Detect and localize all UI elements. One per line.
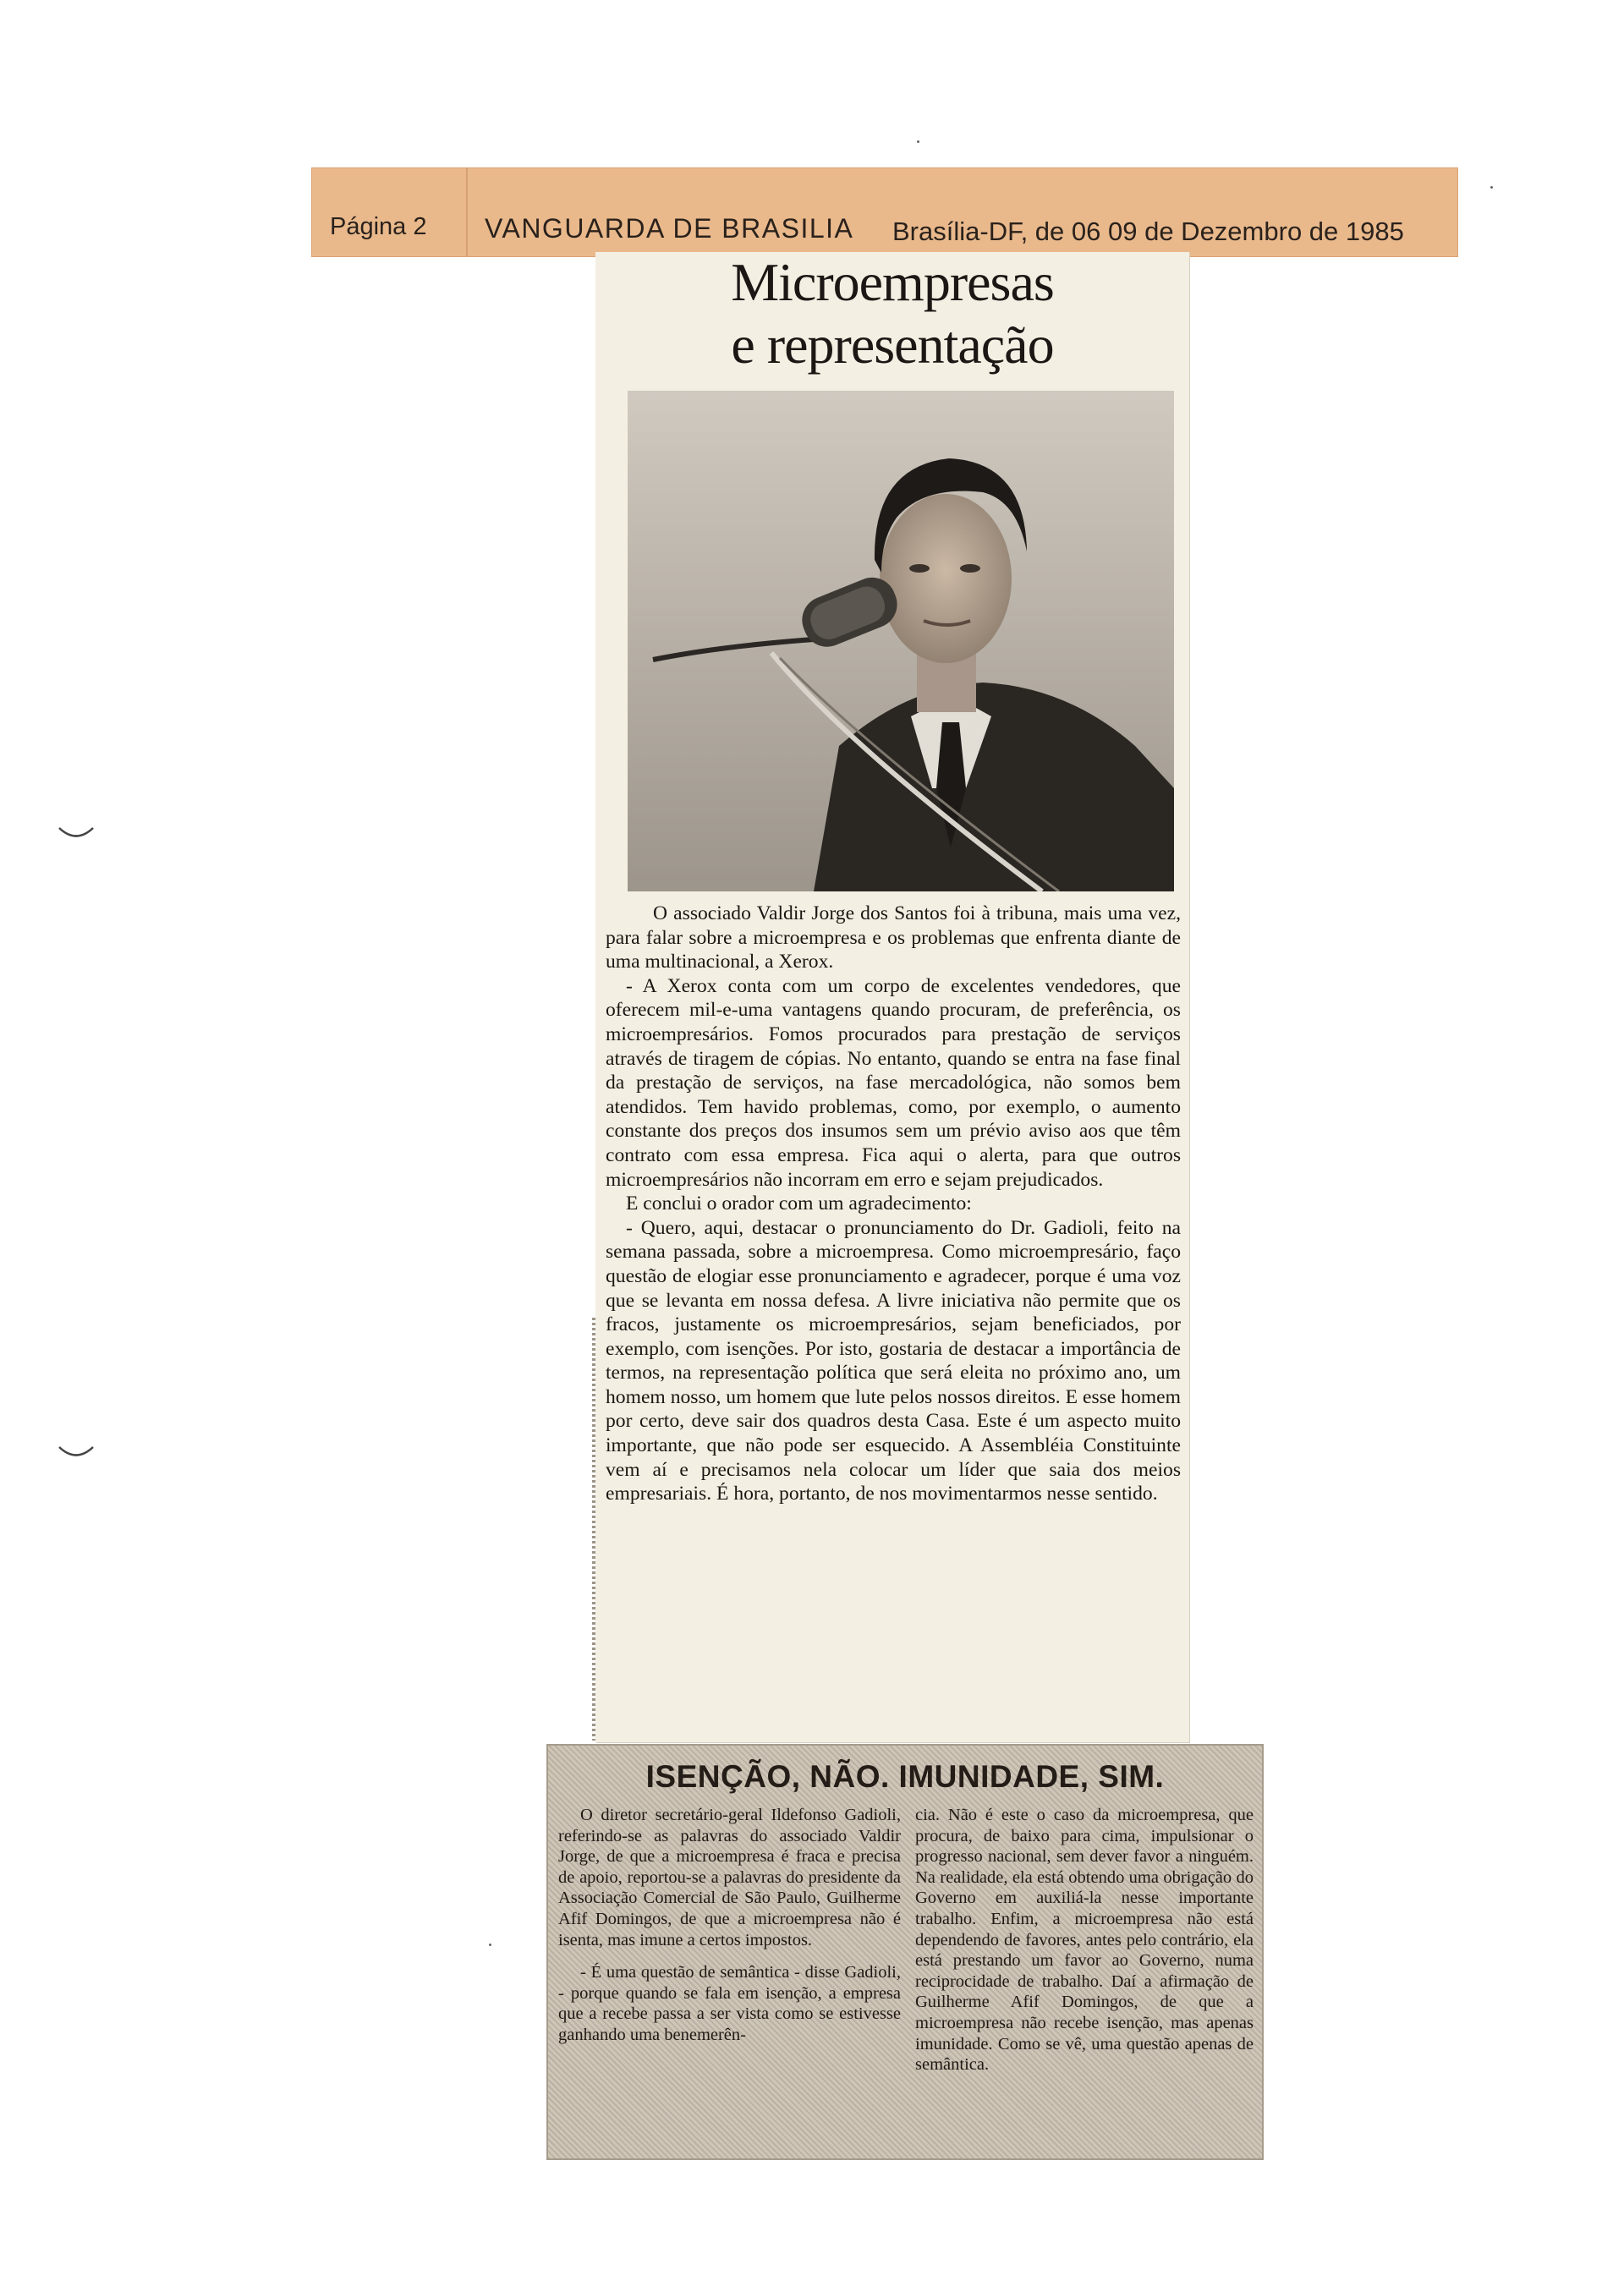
sidebar-column-2 (915, 1805, 1254, 2075)
sidebar-paragraph: - É uma questão de semântica - disse Gadioli, - porque quando se fala em isenção, a empresa que a recebe passa a ser vista como se estivesse ganhando uma benemerên- (558, 1963, 901, 2044)
newspaper-header-strip (311, 167, 1458, 257)
dateline: Brasília-DF, de 06 09 de Dezembro de 1985 (892, 217, 1404, 246)
dust-speck (1490, 186, 1493, 189)
article-clipping (595, 252, 1189, 1742)
punch-hole-mark (58, 1445, 95, 1460)
sidebar-paragraph: cia. Não é este o caso da microempresa, que procura, de baixo para cima, impulsionar o progresso nacional, sem dever favor a ninguém. Na realidade, ela está obtendo uma obrigação do Governo em auxiliá-la nesse importante trabalho. Enfim, a microempresa não está dependendo de favores, antes pelo contrário, ela está prestando um favor ao Governo, numa reciprocidade de trabalho. Daí a afirmação de Guilherme Afif Domingos, de que a microempresa não recebe isenção, mas apenas imunidade. Como se vê, uma questão apenas de semântica. (915, 1806, 1254, 2075)
dust-speck (917, 140, 919, 143)
article-paragraph: - Quero, aqui, destacar o pronunciamento do Dr. Gadioli, feito na semana passada, sobre a microempresa. Como microempresário, faço questão de elogiar esse pronunciamento e agradecer, porque é uma voz que se levanta em nossa defesa. A livre iniciativa não permite que os fracos, justamente os microempresários, sejam beneficiados, por exemplo, com isenções. Por isto, gostaria de destacar a importância de termos, na representação política que será eleita no próximo ano, um homem nosso, um homem que lute pelos nossos direitos. E esse homem por certo, deve sair dos quadros desta Casa. Este é um aspecto muito importante, que não pode ser esquecido. A Assembléia Constituinte vem aí e precisamos nela colocar um líder que saia dos meios empresariais. É hora, portanto, de nos movimentarmos nesse sentido. (606, 1216, 1181, 1505)
microphone-stand (653, 638, 839, 660)
headline-line-2: e representação (731, 315, 1054, 375)
speaker-photo (628, 391, 1174, 891)
punch-hole-mark (58, 825, 95, 841)
article-body (606, 902, 1181, 1506)
newspaper-name: VANGUARDA DE BRASILIA (485, 213, 854, 244)
page-number: Página 2 (330, 213, 427, 240)
article-paragraph: O associado Valdir Jorge dos Santos foi à tribuna, mais uma vez, para falar sobre a microempresa e os problemas que enfrenta diante de uma multinacional, a Xerox. (606, 902, 1181, 973)
article-paragraph: E conclui o orador com um agradecimento: (626, 1193, 972, 1215)
sidebar-title: ISENÇÃO, NÃO. IMUNIDADE, SIM. (645, 1759, 1165, 1794)
face-shape (880, 494, 1012, 663)
sidebar-column-1 (558, 1805, 901, 2046)
sidebar-box (546, 1744, 1264, 2160)
sidebar-paragraph: O diretor secretário-geral Ildefonso Gadioli, referindo-se as palavras do associado Valdir Jorge, de que a microempresa é fraca e precisa de apoio, reportou-se a palavras do presidente da Associação Comercial de São Paulo, Guilherme Afif Domingos, de que a microempresa não é isenta, mas imune a certos impostos. (558, 1806, 901, 1949)
column-rule (592, 1318, 595, 1741)
headline-line-1: Microempresas (731, 252, 1054, 312)
suit-shape (814, 683, 1174, 891)
dust-speck (489, 1944, 491, 1946)
strip-seam (466, 167, 468, 257)
article-paragraph: - A Xerox conta com um corpo de excelentes vendedores, que oferecem mil-e-uma vantagens quando procuram, de preferência, os microempresários. Fomos procurados para prestação de serviços através de tiragem de cópias. No entanto, quando se entra na fase final da prestação de serviços, na fase mercadológica, não somos bem atendidos. Tem havido problemas, como, por exemplo, o aumento constante dos preços dos insumos sem um prévio aviso aos que têm contrato com essa empresa. Fica aqui o alerta, para que outros microempresários não incorram em erro e sejam prejudicados. (606, 974, 1181, 1191)
